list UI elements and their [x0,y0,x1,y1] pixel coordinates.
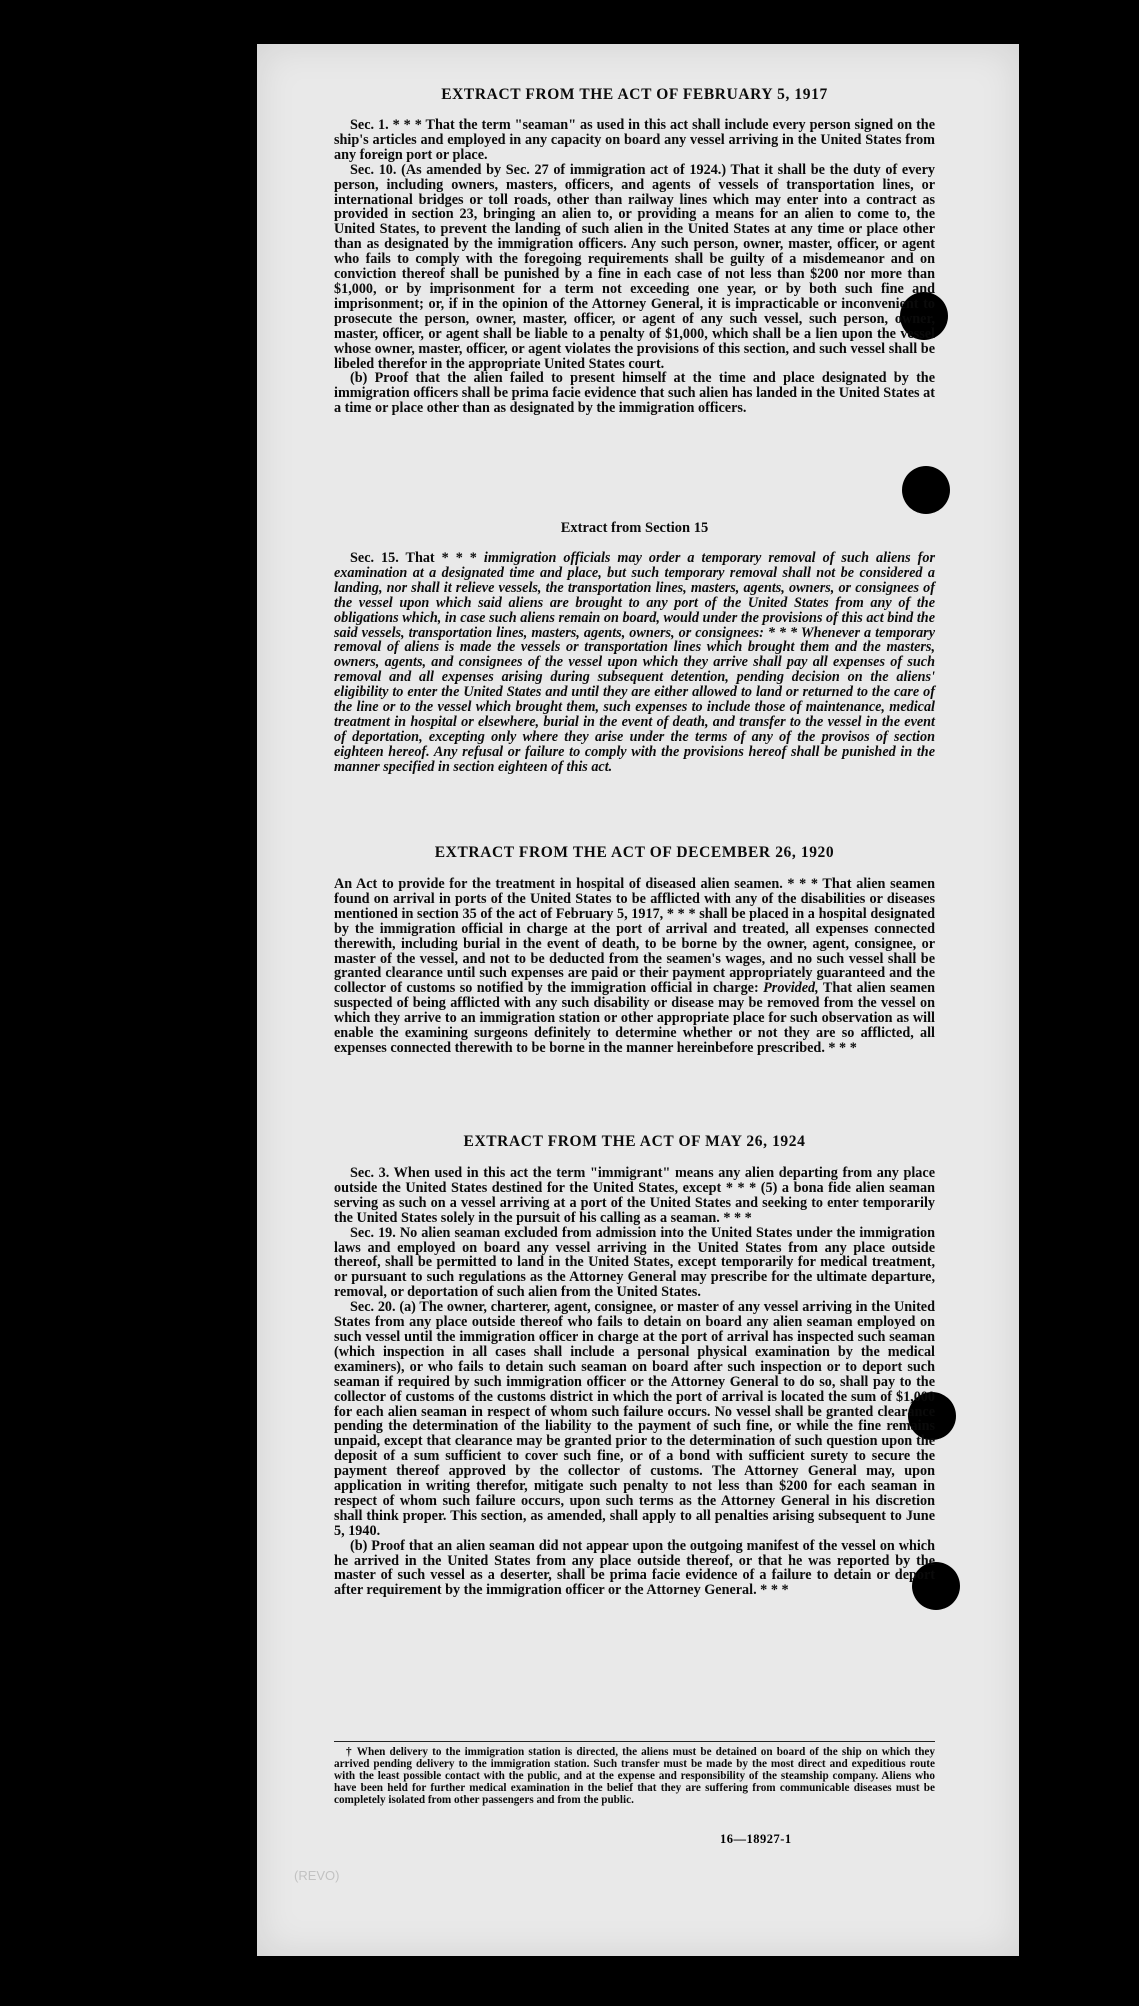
footnote-rule [334,1741,935,1742]
sec-20b-paragraph: (b) Proof that an alien seaman did not appear upon the outgoing manifest of the vessel on which he arrived in the United States from any place outside thereof, or that he was reported by the master of such vessel as a deserter, shall be prima facie evidence of a failure to detain or deport after requirement by the immigration officer or the Attorney General. * * * [334,1537,935,1599]
sec-3-paragraph: Sec. 3. When used in this act the term "immigrant" means any alien departing from any place outside the United States destined for the United States, except * * * (5) a bona fide alien seaman serving as such on a vessel arriving at a port of the United States and seeking to enter temporarily the United States solely in the pursuit of his calling as a seaman. * * * [334,1165,935,1226]
heading-section-15: Extract from Section 15 [560,520,709,536]
sec-20a-paragraph: Sec. 20. (a) The owner, charterer, agent, consignee, or master of any vessel arriving in the United States from any place outside thereof who fails to detain on board any alien seaman employed on such vessel until the immigration officer in charge at the port of arrival has inspected such seaman (which inspection in all cases shall include a personal physical examination by the medical examiners), or who fails to detain such seaman on board after such inspection or to deport such seaman if required by such immigration officer or the Attorney General to do so, shall pay to the collector of customs of the customs district in which the port of arrival is located the sum of $1,000 for each alien seaman in respect of whom such failure occurs. No vessel shall be granted clearance pending the determination of the liability to the payment of such fine, or while the fine remains unpaid, except that clearance may be granted prior to the determination of such question upon the deposit of a sum sufficient to cover such fine, or of a bond with sufficient surety to secure the payment thereof approved by the collector of customs. The Attorney General may, upon application in writing therefor, mitigate such penalty to not less than $200 for each seaman in respect of whom such failure occurs, upon such terms as the Attorney General in his discretion shall think proper. This section, as amended, shall apply to all penalties arising subsequent to June 5, 1940. [334,1299,935,1539]
section-15-body [334,551,935,775]
punch-hole [902,466,950,514]
sec-10b-paragraph: (b) Proof that the alien failed to present himself at the time and place designated by the immigration officers shall be prima facie evidence that such alien has landed in the United States at a time or place other than as designated by the immigration officers. [334,370,935,417]
faint-mark: (REVO) [294,1868,340,1883]
sec-10-paragraph: Sec. 10. (As amended by Sec. 27 of immigration act of 1924.) That it shall be the duty of every person, including owners, masters, officers, and agents of vessels of transportation lines, or international bridges or toll roads, other than railway lines which may enter into a contract as provided in section 23, bringing an alien to, or providing a means for an alien to come to, the United States, to prevent the landing of such alien in the United States at any time or place other than as designated by the immigration officers. Any such person, owner, master, officer, or agent who fails to comply with the foregoing requirements shall be guilty of a misdemeanor and on conviction thereof shall be punished by a fine in each case of not less than $200 nor more than $1,000, or by imprisonment for a term not exceeding one year, or by both such fine and imprisonment; or, if in the opinion of the Attorney General, it is impracticable or inconvenient to prosecute the person, owner, master, officer, or agent of any such vessel, such person, owner, master, officer, or agent shall be liable to a penalty of $1,000, which shall be a lien upon the vessel whose owner, master, officer, or agent violates the provisions of this section, and such vessel shall be libeled therefor in the appropriate United States court. [334,161,935,372]
sec-15-lead: Sec. 15. That * * * [350,550,477,566]
footnote-text: † When delivery to the immigration station is directed, the aliens must be detained on board of the ship on which they arrived pending delivery to the immigration station. Such transfer must be made by the most direct and expeditious route with the least possible contact with the public, and at the expense and responsibility of the steamship company. Aliens who have been held for further medical examination in the belief that they are suffering from communicable diseases must be completely isolated from other passengers and from the public. [334,1746,935,1807]
heading-act-1924: EXTRACT FROM THE ACT OF MAY 26, 1924 [463,1133,806,1150]
act-1920-text-b: That alien seamen suspected of being afflicted with any such disability or disease may be removed from the vessel on which they arrive to an immigration station or other appropriate place for such observation as will enable the examining surgeons definitely to determine whether or not they are so afflicted, all expenses connected therewith to be borne in the manner hereinbefore prescribed. * * * [334,980,935,1056]
act-1920-body [334,877,935,1056]
sec-19-paragraph: Sec. 19. No alien seaman excluded from admission into the United States under the immigration laws and employed on board any vessel arriving in the United States from any place outside thereof, shall be permitted to land in the United States, except temporarily for medical treatment, or pursuant to such regulations as the Attorney General may prescribe for the ultimate departure, removal, or deportation of such alien from the United States. [334,1224,935,1301]
footnote-block [334,1746,935,1806]
act-1920-heading-block [334,844,935,862]
section-15-heading-block [334,519,935,537]
act-1924-heading-block [334,1133,935,1151]
sec-1-paragraph: Sec. 1. * * * That the term "seaman" as used in this act shall include every person signed on the ship's articles and employed in any capacity on board any vessel arriving in the United States from any foreign port or place. [334,117,935,163]
print-code: 16—18927-1 [720,1832,792,1846]
act-1917-body [334,118,935,416]
heading-act-1920: EXTRACT FROM THE ACT OF DECEMBER 26, 1920 [434,844,835,861]
act-1917-section [334,86,935,104]
act-1920-text-a: An Act to provide for the treatment in hospital of diseased alien seamen. * * * That alien seamen found on arrival in ports of the United States to be afflicted with any of the disabilities or diseases mentioned in section 35 of the act of February 5, 1917, * * * shall be placed in a hospital designated by the immigration official in charge at the port of arrival and treated, all expenses connected therewith, including burial in the event of death, to be borne by the owner, agent, consignee, or master of the vessel, and not to be deducted from the seamen's wages, and no such vessel shall be granted clearance until such expenses are paid or their payment appropriately guaranteed and the collector of customs so notified by the immigration official in charge: [334,876,935,997]
act-1924-body [334,1166,935,1598]
act-1920-provided: Provided, [763,980,819,997]
sec-15-italic-text: immigration officials may order a temporary removal of such aliens for examination at a designated time and place, but such temporary removal shall not be considered a landing, nor shall it relieve vessels, the transportation lines, masters, agents, owners, or consignees of the vessel upon which said aliens are brought to any port of the United States from any of the obligations which, in case such aliens remain on board, would under the provisions of this act bind the said vessels, transportation lines, masters, agents, owners, or consignees: * * * Whenever a temporary removal of aliens is made the vessels or transportation lines which brought them and the masters, owners, agents, and consignees of the vessel upon which they arrive shall pay all expenses of such removal and all expenses arising during subsequent detention, pending decision on the aliens' eligibility to enter the United States and until they are either allowed to land or returned to the care of the line or to the vessel which brought them, such expenses to include those of maintenance, medical treatment in hospital or elsewhere, burial in the event of death, and transfer to the vessel in the event of deportation, excepting only where they arise under the terms of any of the provisos of section eighteen hereof. Any refusal or failure to comply with the provisions hereof shall be punished in the manner specified in section eighteen of this act. [334,550,935,775]
heading-act-1917: EXTRACT FROM THE ACT OF FEBRUARY 5, 1917 [441,86,828,103]
